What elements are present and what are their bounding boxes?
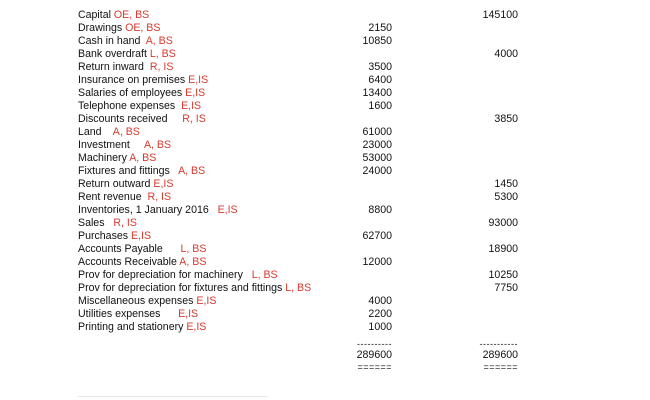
classification-tag: R, IS	[149, 61, 174, 73]
account-name	[78, 126, 140, 139]
account-name	[78, 48, 176, 61]
account-label: Accounts Payable	[78, 243, 181, 255]
classification-tag: E,IS	[153, 178, 174, 190]
account-label: Inventories, 1 January 2016	[78, 204, 218, 216]
account-name	[78, 191, 171, 204]
account-name	[78, 243, 206, 256]
debit-amount: 2200	[368, 308, 392, 320]
account-name	[78, 152, 156, 165]
ledger-row	[78, 9, 578, 22]
account-name	[78, 308, 198, 321]
classification-tag: L, BS	[285, 282, 312, 294]
credit-amount: 18900	[488, 243, 518, 255]
debit-amount: 53000	[362, 152, 392, 164]
double-rule-row	[78, 361, 578, 374]
debit-amount: 3500	[368, 61, 392, 73]
account-label: Capital	[78, 9, 114, 21]
account-name	[78, 87, 205, 100]
account-label: Salaries of employees	[78, 87, 186, 99]
account-label: Rent revenue	[78, 191, 148, 203]
classification-tag: E,IS	[196, 295, 217, 307]
account-label: Cash in hand	[78, 35, 146, 47]
account-label: Drawings	[78, 22, 126, 34]
account-name	[78, 22, 160, 35]
account-label: Accounts Receivable	[78, 256, 180, 268]
credit-amount: 93000	[488, 217, 518, 229]
account-name	[78, 282, 311, 295]
credit-double-rule: ======	[483, 362, 518, 372]
classification-tag: A, BS	[143, 139, 172, 151]
classification-tag: A, BS	[129, 152, 157, 164]
account-label: Miscellaneous expenses	[78, 295, 197, 307]
classification-tag: A, BS	[179, 256, 207, 268]
ledger-row	[78, 282, 578, 295]
account-name	[78, 269, 278, 282]
classification-tag: L, BS	[251, 269, 278, 281]
debit-amount: 12000	[362, 256, 392, 268]
classification-tag: L, BS	[180, 243, 207, 255]
ledger-row	[78, 178, 578, 191]
ledger-row	[78, 204, 578, 217]
ledger-row	[78, 321, 578, 334]
account-label: Insurance on premises	[78, 74, 189, 86]
account-label: Sales	[78, 217, 114, 229]
debit-amount: 1000	[368, 321, 392, 333]
credit-amount: 7750	[494, 282, 518, 294]
classification-tag: R, IS	[113, 217, 137, 229]
account-label: Fixtures and fittings	[78, 165, 179, 177]
classification-tag: R, IS	[147, 191, 172, 203]
ledger-row	[78, 74, 578, 87]
account-name	[78, 217, 137, 230]
account-label: Utilities expenses	[78, 308, 179, 320]
debit-amount: 23000	[362, 139, 392, 151]
account-label: Telephone expenses	[78, 100, 182, 112]
debit-amount: 62700	[362, 230, 392, 242]
credit-total: 289600	[482, 349, 518, 361]
ledger-row	[78, 87, 578, 100]
debit-amount: 24000	[362, 165, 392, 177]
account-name	[78, 256, 206, 269]
ledger-row	[78, 61, 578, 74]
credit-amount: 3850	[494, 113, 518, 125]
account-name	[78, 100, 201, 113]
account-label: Investment	[78, 139, 144, 151]
ledger-row	[78, 243, 578, 256]
ledger-row	[78, 256, 578, 269]
debit-amount: 8800	[368, 204, 392, 216]
ledger-row	[78, 152, 578, 165]
classification-tag: E,IS	[181, 100, 202, 112]
account-label: Machinery	[78, 152, 130, 164]
classification-tag: E,IS	[188, 74, 209, 86]
ledger-row	[78, 126, 578, 139]
account-label: Printing and stationery	[78, 321, 187, 333]
debit-amount: 10850	[362, 35, 392, 47]
credit-amount: 4000	[494, 48, 518, 60]
account-name	[78, 61, 173, 74]
account-label: Return outward	[78, 178, 154, 190]
debit-amount: 6400	[368, 74, 392, 86]
debit-amount: 2150	[368, 22, 392, 34]
classification-tag: OE, BS	[113, 9, 150, 21]
account-name	[78, 204, 238, 217]
debit-amount: 61000	[362, 126, 392, 138]
ledger-row	[78, 139, 578, 152]
classification-tag: E,IS	[217, 204, 238, 216]
classification-tag: E,IS	[186, 321, 207, 333]
ledger-row	[78, 269, 578, 282]
credit-amount: 1450	[494, 178, 518, 190]
debit-double-rule: ======	[357, 362, 392, 372]
debit-amount: 4000	[368, 295, 392, 307]
classification-tag: R, IS	[182, 113, 206, 125]
account-label: Land	[78, 126, 113, 138]
classification-tag: OE, BS	[125, 22, 161, 34]
credit-separator: -----------	[479, 339, 518, 349]
ledger-row	[78, 217, 578, 230]
account-label: Prov for depreciation for machinery	[78, 269, 252, 281]
ledger-row	[78, 230, 578, 243]
ledger-row	[78, 191, 578, 204]
classification-tag: E,IS	[131, 230, 152, 242]
classification-tag: A, BS	[178, 165, 206, 177]
account-name	[78, 321, 206, 334]
ledger-row	[78, 48, 578, 61]
ledger-row	[78, 113, 578, 126]
classification-tag: E,IS	[178, 308, 199, 320]
account-name	[78, 295, 216, 308]
classification-tag: A, BS	[145, 35, 173, 47]
faint-footer-line	[78, 396, 268, 397]
account-label: Return inward	[78, 61, 150, 73]
ledger-row	[78, 295, 578, 308]
account-label: Prov for depreciation for fixtures and fittings	[78, 282, 286, 294]
account-name	[78, 178, 173, 191]
ledger-row	[78, 22, 578, 35]
debit-total: 289600	[356, 349, 392, 361]
account-name	[78, 139, 171, 152]
ledger-row	[78, 165, 578, 178]
debit-separator: ----------	[357, 339, 392, 349]
account-name	[78, 113, 206, 126]
credit-amount: 145100	[482, 9, 518, 21]
account-label: Purchases	[78, 230, 131, 242]
account-label: Bank overdraft	[78, 48, 150, 60]
account-name	[78, 230, 151, 243]
classification-tag: A, BS	[112, 126, 140, 138]
debit-amount: 1600	[368, 100, 392, 112]
account-name	[78, 9, 149, 22]
credit-amount: 10250	[488, 269, 518, 281]
account-label: Discounts received	[78, 113, 183, 125]
ledger-row	[78, 100, 578, 113]
classification-tag: L, BS	[149, 48, 176, 60]
credit-amount: 5300	[494, 191, 518, 203]
debit-amount: 13400	[362, 87, 392, 99]
ledger-row	[78, 308, 578, 321]
ledger-row	[78, 35, 578, 48]
account-name	[78, 165, 205, 178]
account-name	[78, 74, 208, 87]
account-name	[78, 35, 173, 48]
classification-tag: E,IS	[185, 87, 206, 99]
